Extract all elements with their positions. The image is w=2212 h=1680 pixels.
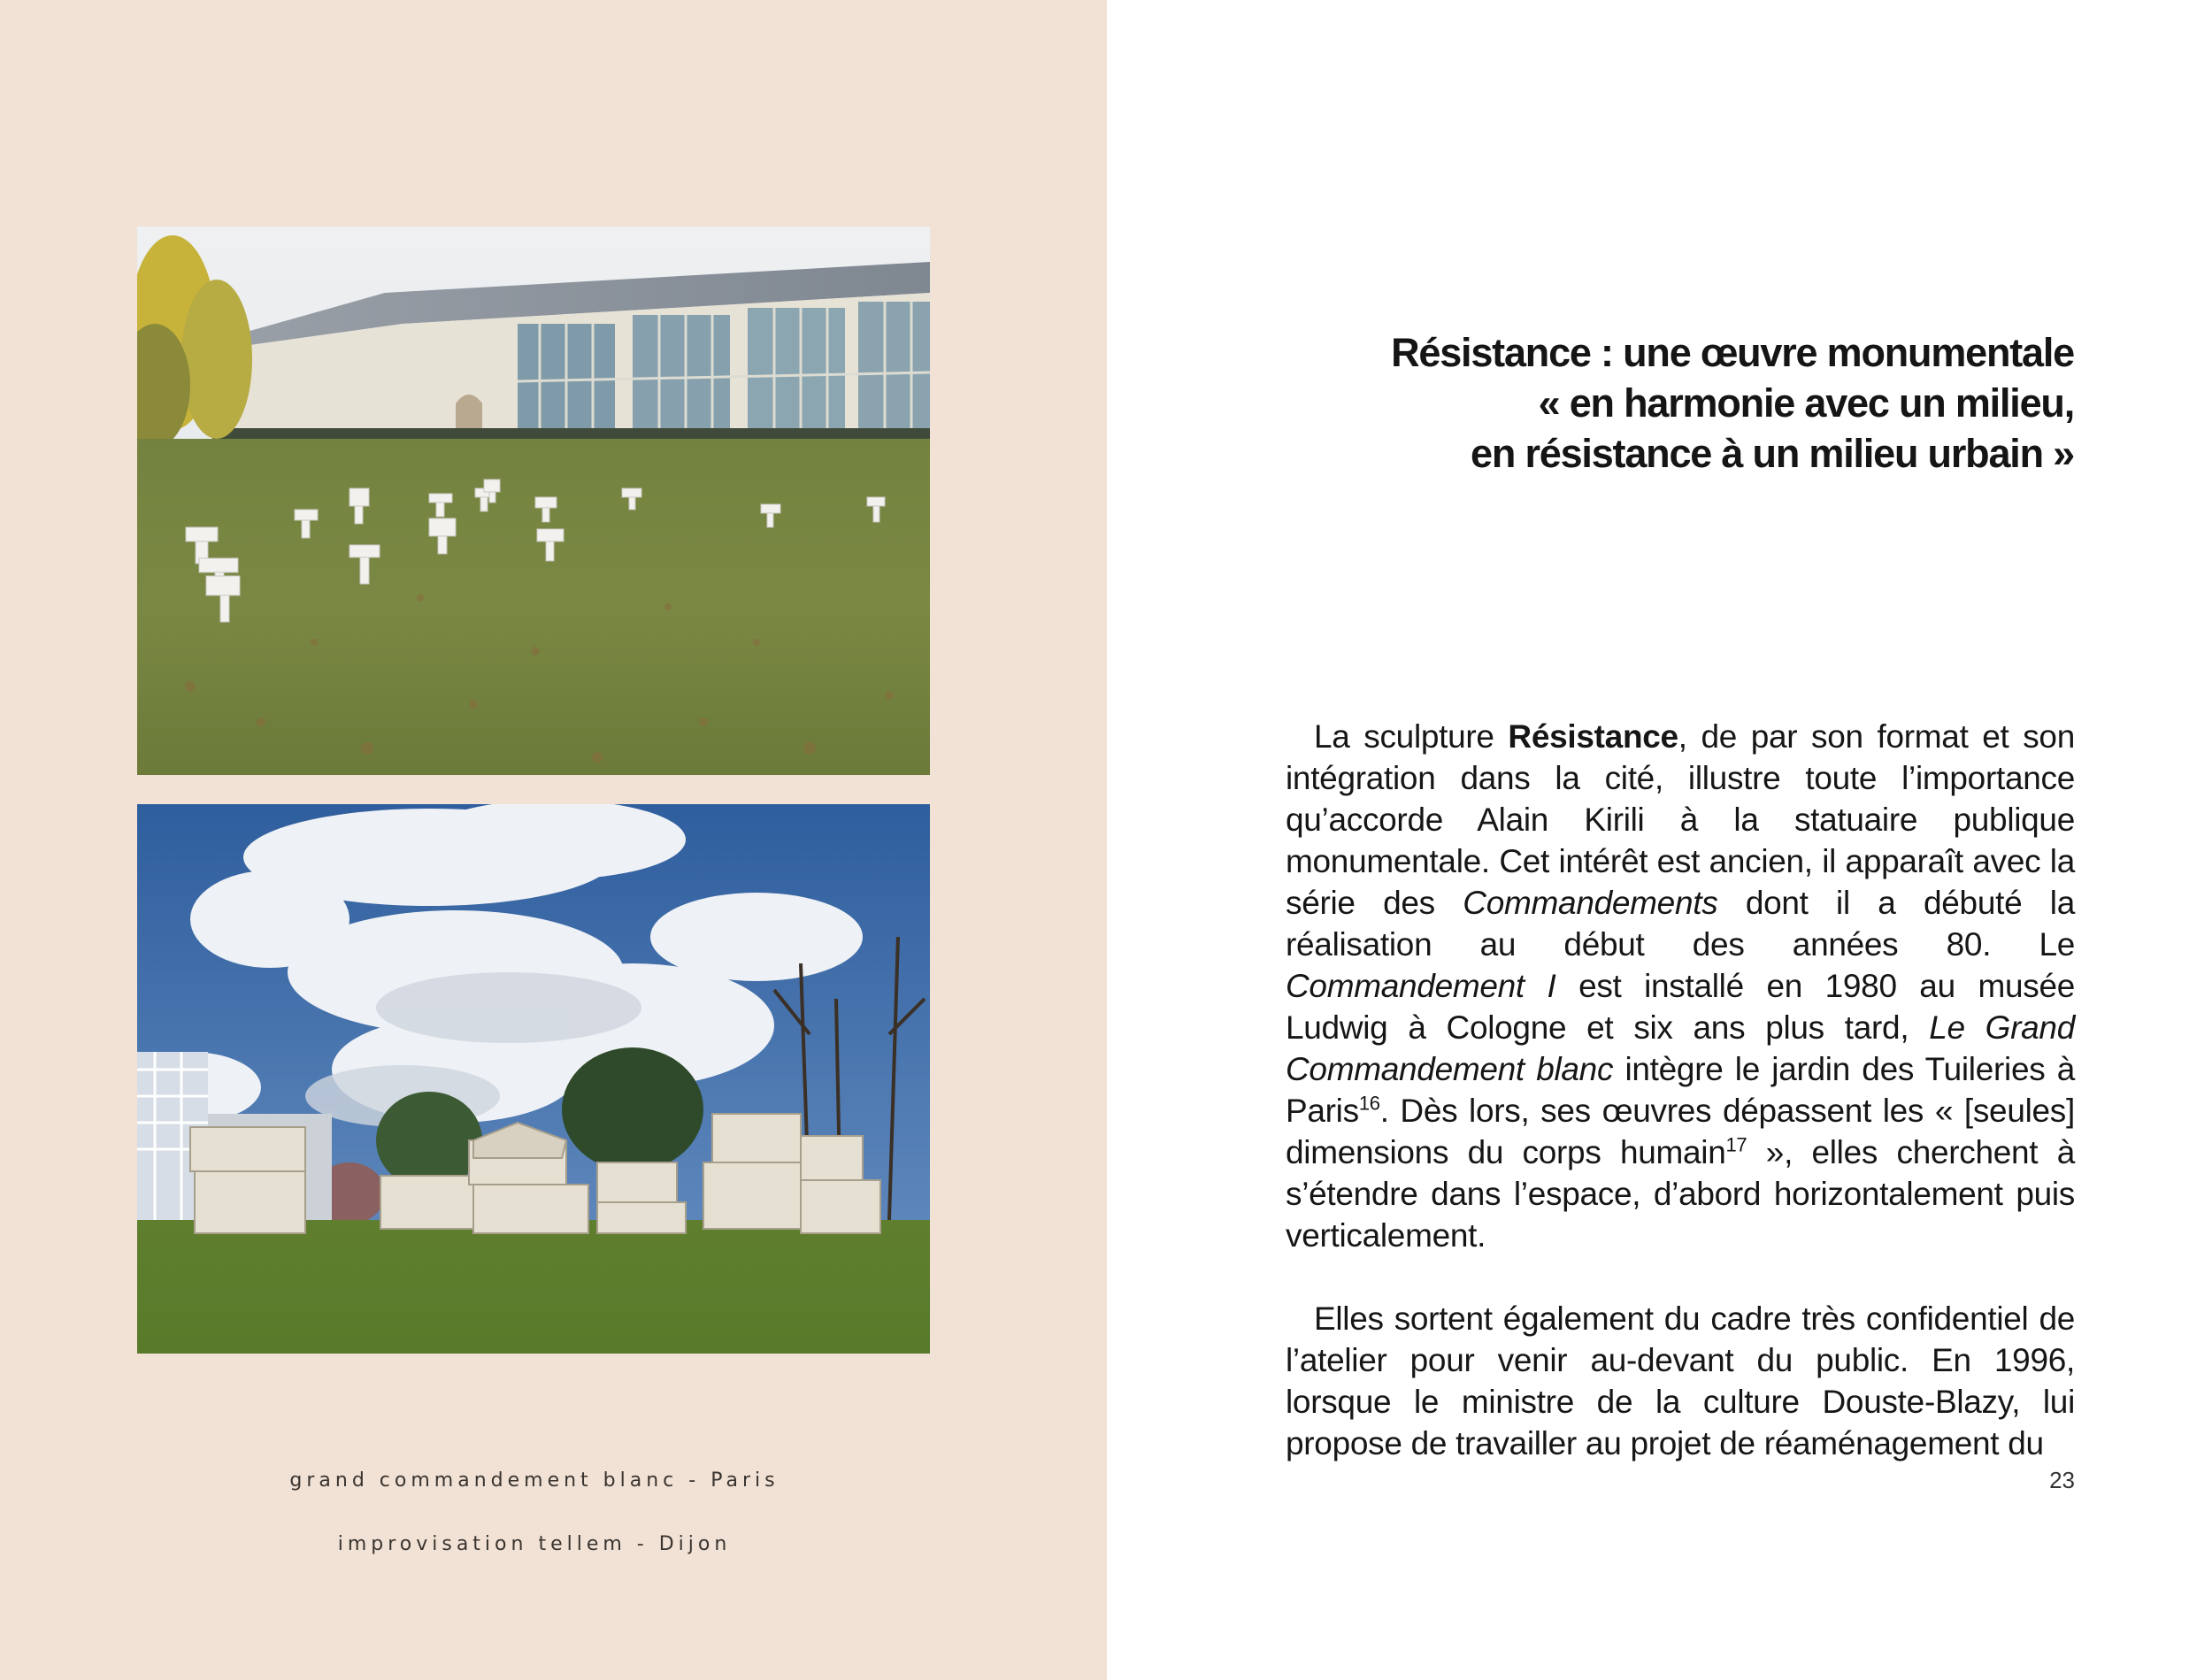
chapter-heading — [1278, 327, 2074, 479]
paragraph-1-bold-title: Résistance — [1508, 718, 1678, 755]
photo-sculpture-lawn-image — [137, 226, 930, 775]
caption-photo-bottom: improvisation tellem - Dijon — [337, 1533, 732, 1555]
heading-line-3: en résistance à un milieu urbain » — [1471, 431, 2074, 476]
paragraph-1-italic-2: Commandement I — [1286, 968, 1556, 1004]
paragraph-1-part-4: est installé en 1980 au musée Ludwig à Cologne et six ans plus tard, — [1286, 968, 2075, 1046]
paragraph-2: Elles sortent également du cadre très confidentiel de l’atelier pour venir au-devant du public. En 1996, lorsque le ministre de la culture Douste-Blazy, lui propose de travailler au projet de réaménagement du — [1286, 1300, 2075, 1461]
footnote-ref-16[interactable]: 16 — [1358, 1092, 1380, 1115]
paragraph-1-italic-1: Commandements — [1463, 885, 1718, 921]
paragraph-1-part-5: intègre le jardin des Tuileries à Paris — [1286, 1051, 2075, 1129]
paragraph-1 — [1286, 716, 2075, 1256]
paragraph-1-part-1: La sculpture — [1314, 718, 1509, 755]
caption-photo-top: grand commandement blanc - Paris — [289, 1469, 780, 1492]
heading-line-2: « en harmonie avec un milieu, — [1538, 380, 2074, 426]
photo-sculpture-lawn — [137, 226, 930, 775]
paragraph-1-italic-3: Le Grand Commandement blanc — [1286, 1009, 2075, 1087]
photo-stone-blocks — [137, 804, 930, 1354]
footnote-ref-17[interactable]: 17 — [1725, 1133, 1747, 1156]
page-number: 23 — [2049, 1467, 2075, 1493]
paragraph-1-part-6: . Dès lors, ses œuvres dépassent les « [seules] dimensions du corps humain — [1286, 1093, 2075, 1170]
body-text — [1286, 716, 2075, 1464]
paragraph-1-part-7: », elles cherchent à s’étendre dans l’espace, d’abord horizontalement puis verticalement. — [1286, 1134, 2075, 1254]
photo-stone-blocks-image — [137, 804, 930, 1354]
paragraph-1-part-2: , de par son format et son intégration dans la cité, illustre toute l’importance qu’accorde Alain Kirili à la statuaire publique monumentale. Cet intérêt est ancien, il apparaît avec la série des — [1286, 718, 2075, 921]
heading-line-1: Résistance : une œuvre monumentale — [1391, 330, 2074, 375]
right-page — [1107, 0, 2212, 1680]
paragraph-1-part-3: dont il a débuté la réalisation au début des années 80. Le — [1286, 885, 2075, 963]
